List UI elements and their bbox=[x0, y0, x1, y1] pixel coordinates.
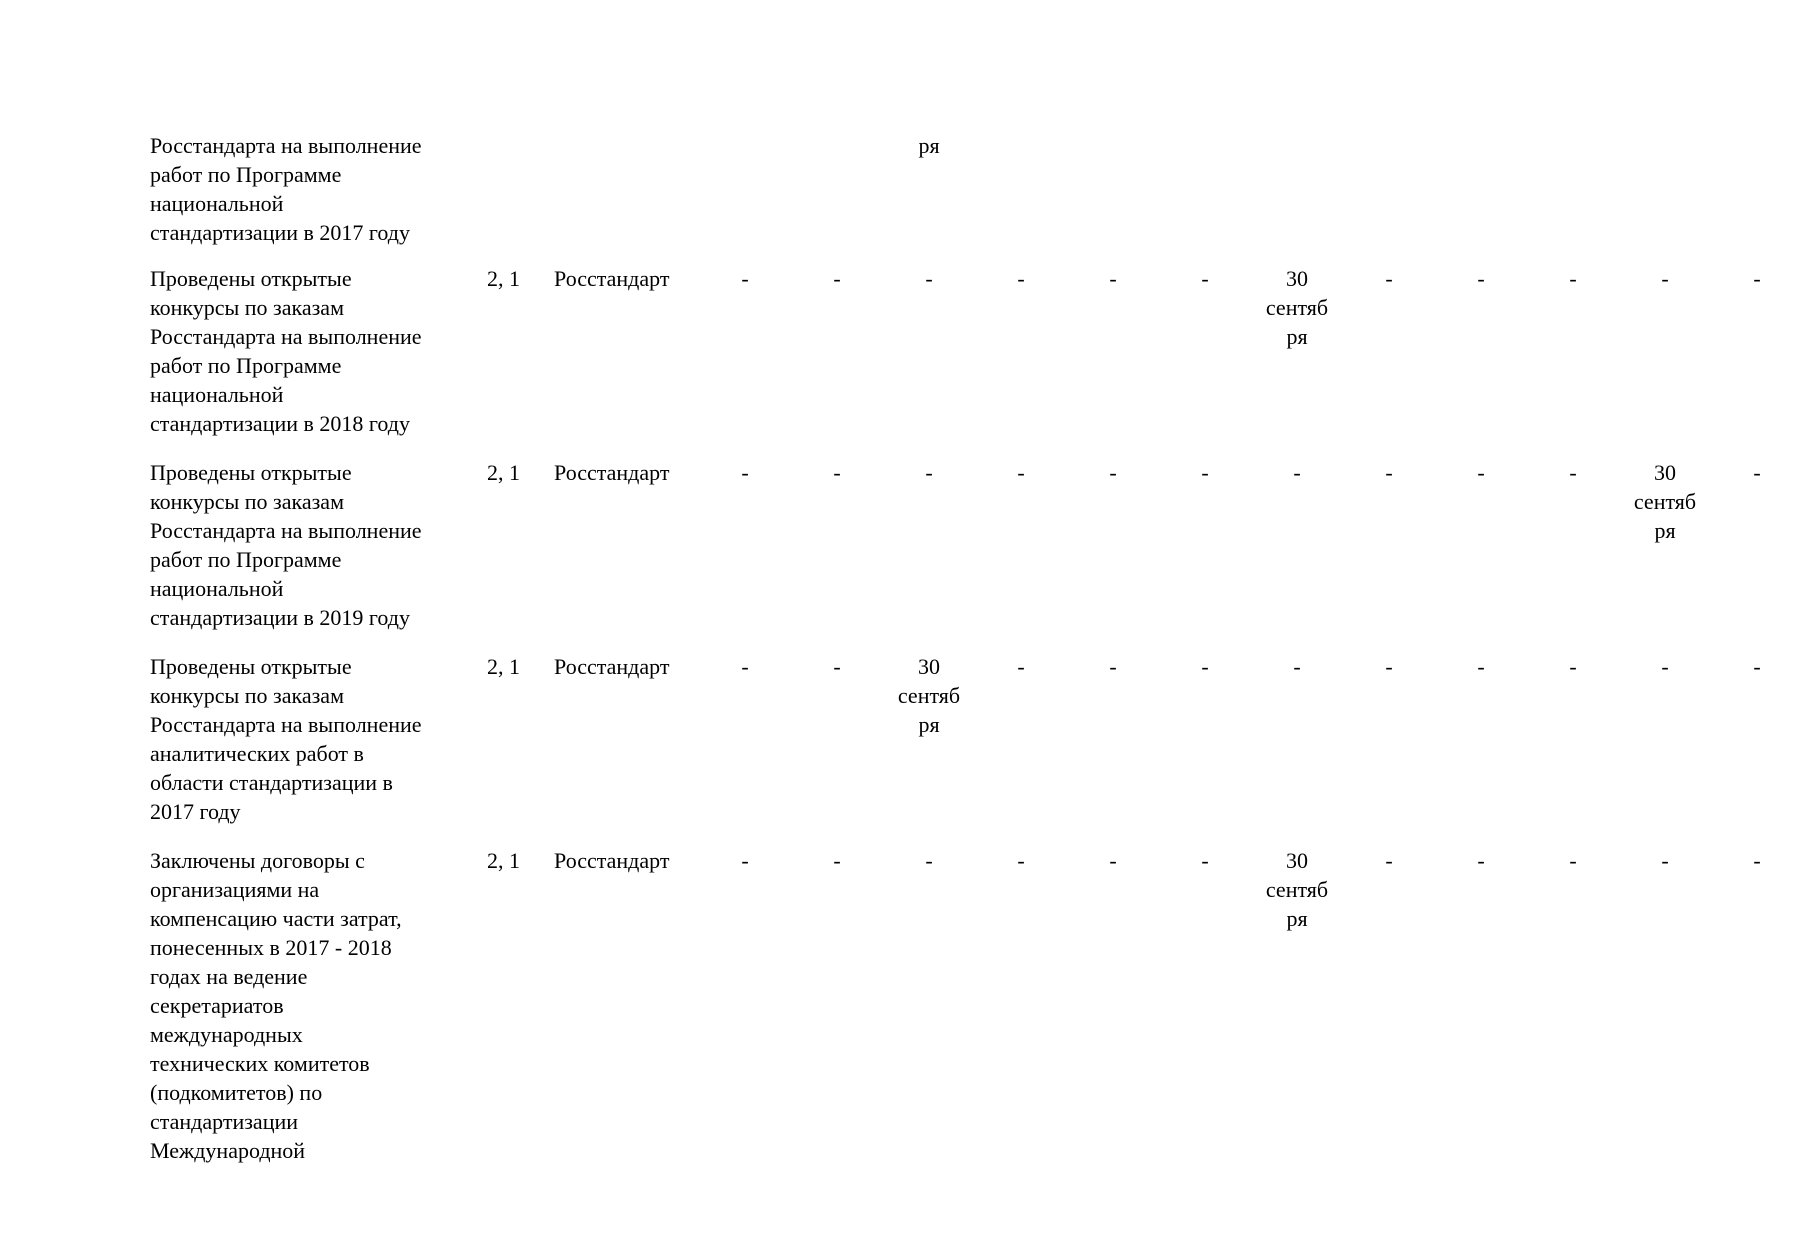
responsible-executor: Росстандарт bbox=[554, 848, 670, 873]
schedule-cell: - bbox=[1569, 654, 1577, 679]
schedule-cell: - bbox=[1109, 266, 1117, 291]
item-reference: 2, 1 bbox=[487, 460, 520, 485]
schedule-cell: - bbox=[925, 266, 933, 291]
schedule-cell: - bbox=[741, 460, 749, 485]
schedule-cell: - bbox=[925, 848, 933, 873]
schedule-cell: - bbox=[1293, 460, 1301, 485]
schedule-cell: - bbox=[1477, 848, 1485, 873]
schedule-cell: - bbox=[1661, 848, 1669, 873]
schedule-cell: - bbox=[925, 460, 933, 485]
schedule-cell: - bbox=[1017, 460, 1025, 485]
event-description: Проведены открытые конкурсы по заказам Росстандарта на выполнение работ по Программе национальной стандартизации в 2018 году bbox=[150, 266, 422, 436]
responsible-executor: Росстандарт bbox=[554, 266, 670, 291]
schedule-cell: - bbox=[1477, 460, 1485, 485]
schedule-cell: - bbox=[741, 848, 749, 873]
schedule-cell: - bbox=[1017, 848, 1025, 873]
schedule-cell: - bbox=[1661, 654, 1669, 679]
item-reference: 2, 1 bbox=[487, 848, 520, 873]
schedule-cell: - bbox=[1201, 654, 1209, 679]
schedule-cell: - bbox=[1201, 848, 1209, 873]
schedule-cell: - bbox=[1661, 266, 1669, 291]
schedule-cell: - bbox=[833, 848, 841, 873]
schedule-cell: - bbox=[1385, 848, 1393, 873]
schedule-cell: - bbox=[833, 654, 841, 679]
schedule-cell: - bbox=[741, 654, 749, 679]
schedule-cell: - bbox=[1385, 460, 1393, 485]
schedule-cell: - bbox=[1109, 654, 1117, 679]
event-description: Проведены открытые конкурсы по заказам Росстандарта на выполнение аналитических работ в области стандартизации в 2017 году bbox=[150, 654, 422, 824]
schedule-cell: - bbox=[1753, 460, 1761, 485]
schedule-cell: - bbox=[1385, 266, 1393, 291]
schedule-cell: ря bbox=[918, 133, 940, 158]
schedule-cell: - bbox=[833, 266, 841, 291]
schedule-cell: 30 сентяб ря bbox=[1265, 848, 1329, 931]
schedule-cell: - bbox=[1017, 266, 1025, 291]
responsible-executor: Росстандарт bbox=[554, 654, 670, 679]
item-reference: 2, 1 bbox=[487, 654, 520, 679]
event-description: Росстандарта на выполнение работ по Программе национальной стандартизации в 2017 году bbox=[150, 133, 422, 245]
event-description: Заключены договоры с организациями на компенсацию части затрат, понесенных в 2017 - 2018 годах на ведение секретариатов международных технических комитетов (подкомитетов) по стандартизации Международной bbox=[150, 848, 402, 1163]
schedule-cell: - bbox=[1385, 654, 1393, 679]
schedule-cell: - bbox=[833, 460, 841, 485]
schedule-cell: 30 сентяб ря bbox=[1633, 460, 1697, 543]
schedule-cell: - bbox=[1569, 266, 1577, 291]
schedule-cell: - bbox=[1293, 654, 1301, 679]
schedule-cell: - bbox=[1753, 266, 1761, 291]
schedule-cell: - bbox=[1477, 654, 1485, 679]
responsible-executor: Росстандарт bbox=[554, 460, 670, 485]
schedule-cell: - bbox=[1109, 848, 1117, 873]
schedule-cell: - bbox=[1017, 654, 1025, 679]
schedule-cell: - bbox=[1753, 848, 1761, 873]
schedule-cell: - bbox=[1477, 266, 1485, 291]
schedule-cell: - bbox=[1753, 654, 1761, 679]
event-description: Проведены открытые конкурсы по заказам Росстандарта на выполнение работ по Программе национальной стандартизации в 2019 году bbox=[150, 460, 422, 630]
schedule-cell: - bbox=[1201, 266, 1209, 291]
schedule-cell: 30 сентяб ря bbox=[1265, 266, 1329, 349]
schedule-cell: - bbox=[1569, 848, 1577, 873]
item-reference: 2, 1 bbox=[487, 266, 520, 291]
schedule-cell: - bbox=[1569, 460, 1577, 485]
schedule-cell: - bbox=[1109, 460, 1117, 485]
schedule-cell: - bbox=[1201, 460, 1209, 485]
schedule-cell: 30 сентяб ря bbox=[897, 654, 961, 737]
schedule-cell: - bbox=[741, 266, 749, 291]
